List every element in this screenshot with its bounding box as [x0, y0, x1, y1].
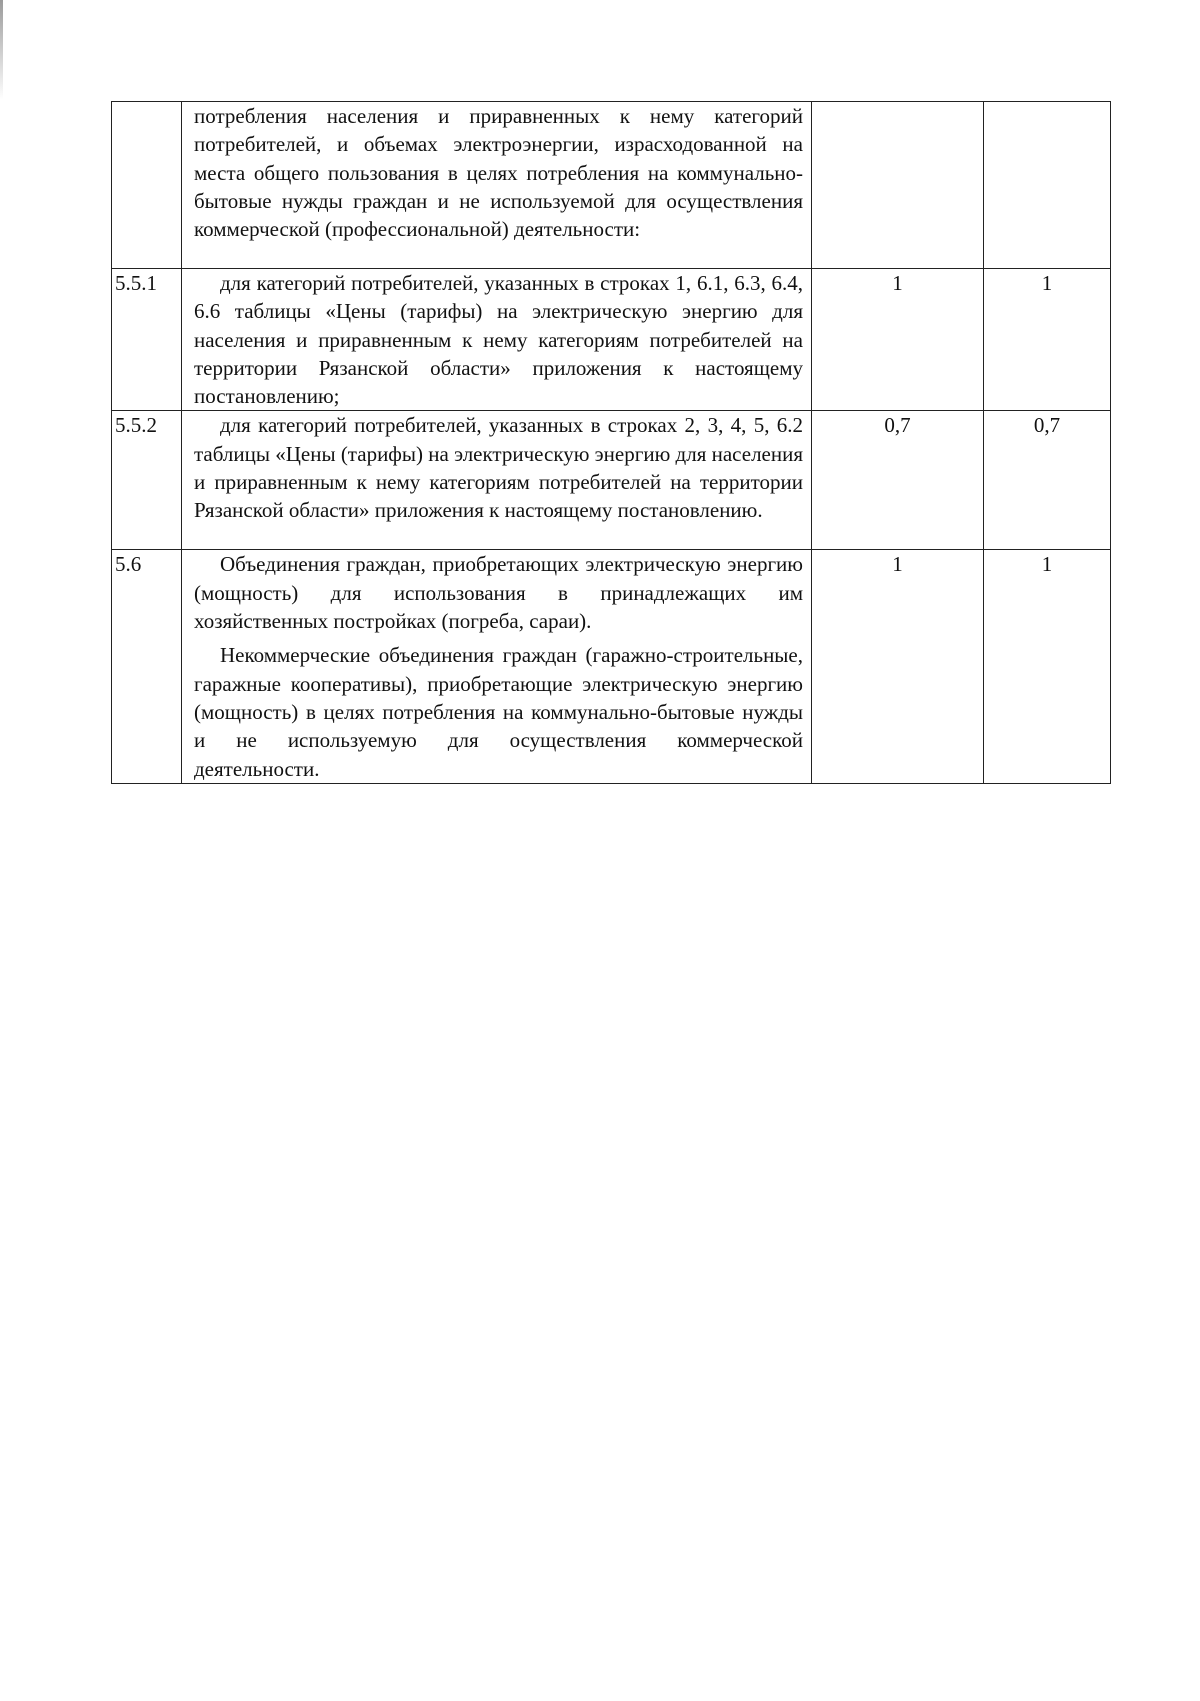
row-description-cell — [182, 550, 812, 783]
value-cell-1 — [812, 102, 984, 269]
value-cell-2 — [984, 102, 1111, 269]
description-paragraph: для категорий потребителей, указанных в строках 1, 6.1, 6.3, 6.4, 6.6 таблицы «Цены (тарифы) на электрическую энергию для населения и приравненным к нему категориям потребителей на территории Рязанской области» приложения к настоящему постановлению; — [194, 271, 803, 409]
value-cell-1: 1 — [812, 550, 984, 783]
row-number-cell: 5.6 — [112, 550, 182, 783]
table-row — [112, 269, 1111, 411]
description-paragraph: для категорий потребителей, указанных в строках 2, 3, 4, 5, 6.2 таблицы «Цены (тарифы) на электрическую энергию для населения и приравненным к нему категориям потребителей на территории Рязанской области» приложения к настоящему постановлению. — [194, 413, 803, 523]
value-cell-2: 1 — [984, 269, 1111, 411]
value-cell-1: 1 — [812, 269, 984, 411]
tariff-coefficients-table — [111, 101, 1111, 784]
row-description-cell — [182, 102, 812, 269]
row-description-cell — [182, 269, 812, 411]
table-row — [112, 102, 1111, 269]
description-paragraph: Объединения граждан, приобретающих электрическую энергию (мощность) для использования в принадлежащих им хозяйственных постройках (погреба, сараи). — [194, 552, 803, 634]
description-paragraph: Некоммерческие объединения граждан (гаражно-строительные, гаражные кооперативы), приобретающие электрическую энергию (мощность) в целях потребления на коммунально-бытовые нужды и не используемую для осуществления коммерческой деятельности. — [194, 643, 803, 781]
description-paragraph: потребления населения и приравненных к нему категорий потребителей, и объемах электроэнергии, израсходованной на места общего пользования в целях потребления на коммунально-бытовые нужды граждан и не используемой для осуществления коммерческой (профессиональной) деятельности: — [194, 104, 803, 242]
table-row — [112, 550, 1111, 783]
row-number-cell — [112, 102, 182, 269]
row-number-cell: 5.5.2 — [112, 411, 182, 550]
value-cell-2: 0,7 — [984, 411, 1111, 550]
row-number-cell: 5.5.1 — [112, 269, 182, 411]
value-cell-2: 1 — [984, 550, 1111, 783]
scan-edge — [0, 0, 3, 100]
value-cell-1: 0,7 — [812, 411, 984, 550]
table-row — [112, 411, 1111, 550]
row-description-cell — [182, 411, 812, 550]
